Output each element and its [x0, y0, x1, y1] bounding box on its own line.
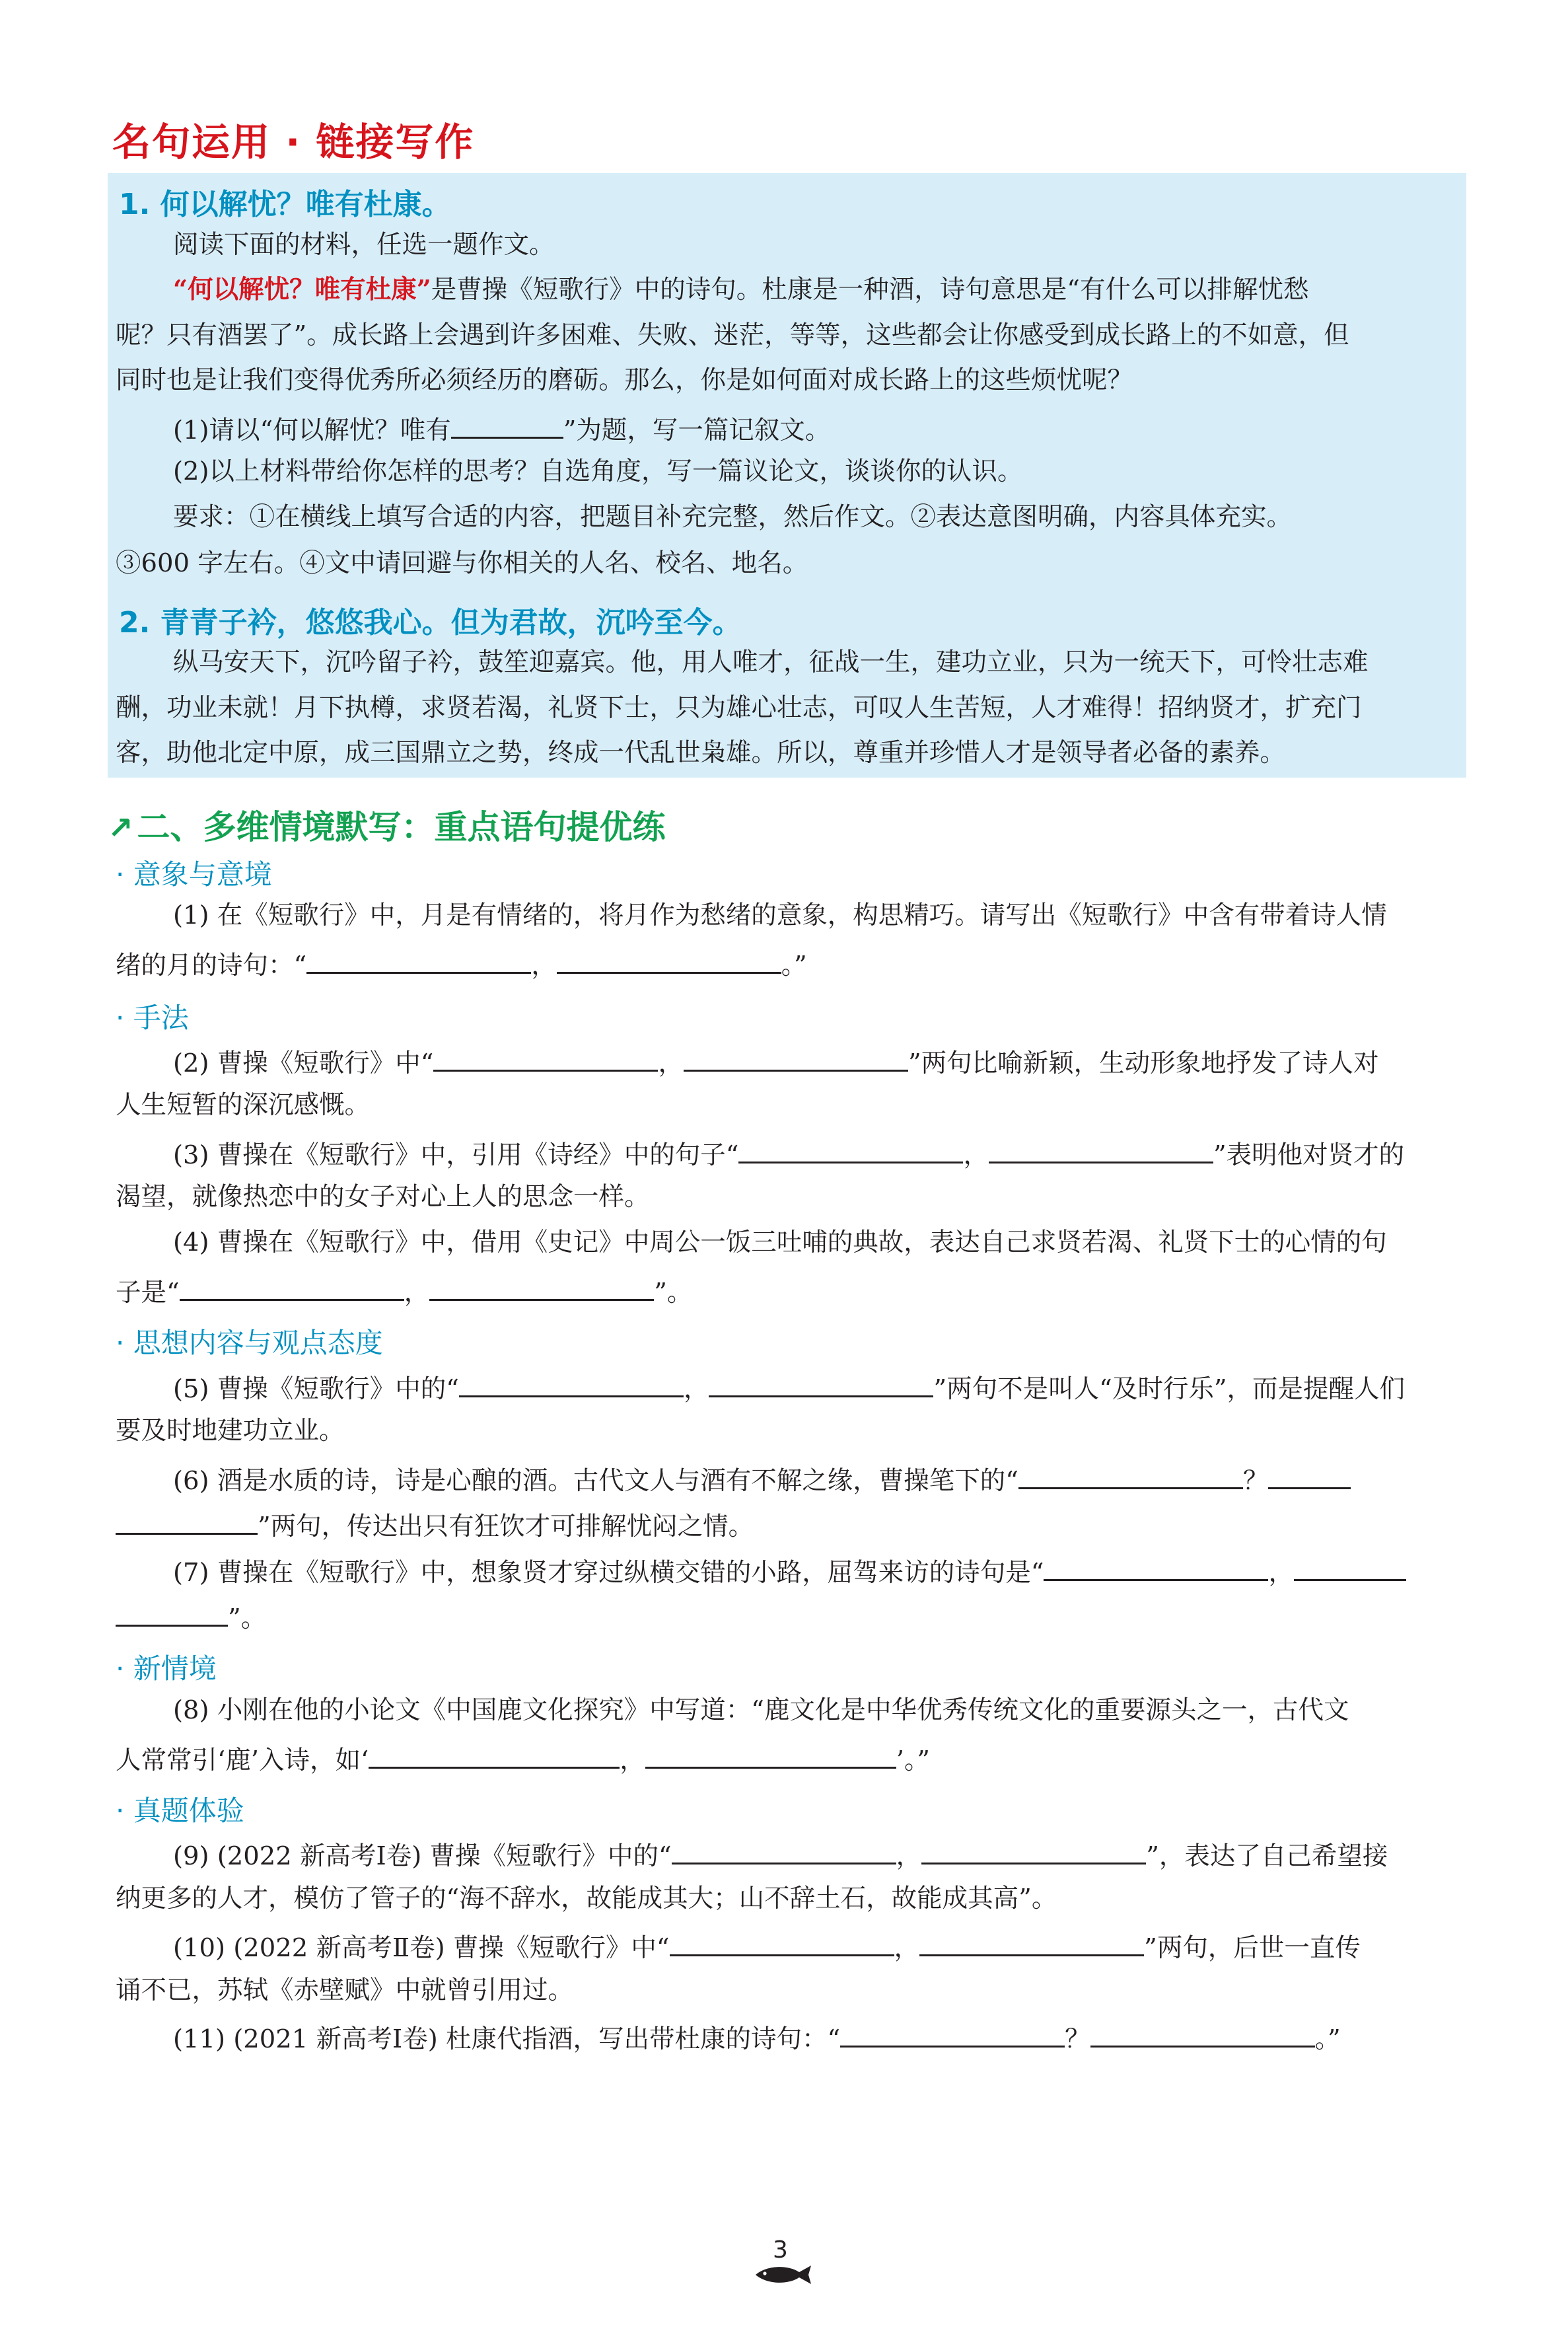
fill-blank: [451, 414, 563, 439]
fill-blank: [306, 949, 531, 974]
fill-blank: [989, 1139, 1213, 1163]
q1-line-7: 要求：①在横线上填写合适的内容，把题目补充完整，然后作文。②表达意图明确，内容具体充实。: [173, 502, 1293, 532]
q1-line-1: 阅读下面的材料，任选一题作文。: [173, 230, 555, 260]
item-11-line-1: (11) (2021 新高考Ⅰ卷) 杜康代指酒，写出带杜康的诗句：“ ？ 。”: [173, 2024, 1341, 2054]
fill-blank: [116, 1510, 258, 1535]
fill-blank: [840, 2023, 1065, 2048]
q1-line-6: (2)以上材料带给你怎样的思考？自选角度，写一篇议论文，谈谈你的认识。: [173, 457, 1023, 486]
q1-line-3: 呢？只有酒罢了”。成长路上会遇到许多困难、失败、迷茫，等等，这些都会让你感受到成长路上的不如意，但: [116, 320, 1349, 350]
item-3-line-1: (3) 曹操在《短歌行》中，引用《诗经》中的句子“ ， ”表明他对贤才的: [173, 1140, 1405, 1170]
fill-blank: [116, 1602, 228, 1627]
fill-blank: [1268, 1465, 1351, 1489]
item-5-line-1: (5) 曹操《短歌行》中的“ ， ”两句不是叫人“及时行乐”，而是提醒人们: [173, 1374, 1406, 1404]
subsection-new-context: · 新情境: [116, 1652, 217, 1685]
page-title: 名句运用 · 链接写作: [112, 120, 475, 165]
double-arrow-icon: ↗: [108, 810, 133, 846]
fill-blank: [738, 1139, 963, 1163]
q1-line-4: 同时也是让我们变得优秀所必须经历的磨砺。那么，你是如何面对成长路上的这些烦忧呢？: [116, 365, 1133, 395]
item-10-line-2: 诵不已，苏轼《赤壁赋》中就曾引用过。: [116, 1975, 574, 2005]
fill-blank: [1090, 2023, 1315, 2048]
fill-blank: [919, 1932, 1144, 1956]
q1-line-5: (1)请以“何以解忧？唯有 ”为题，写一篇记叙文。: [173, 416, 831, 445]
fill-blank: [1294, 1557, 1406, 1581]
section-title: ↗ 二、多维情境默写：重点语句提优练: [108, 808, 666, 846]
q2-line-2: 酬，功业未就！月下执樽，求贤若渴，礼贤下士，只为雄心壮志，可叹人生苦短，人才难得！招纳贤才，扩充门: [116, 693, 1362, 723]
item-6-line-2: ”两句，传达出只有狂饮才可排解忧闷之情。: [116, 1510, 754, 1540]
fill-blank: [369, 1744, 620, 1769]
fill-blank: [670, 1932, 894, 1956]
fill-blank: [459, 1373, 684, 1397]
q1-line-2: “何以解忧？唯有杜康”是曹操《短歌行》中的诗句。杜康是一种酒，诗句意思是“有什么可以排解忧愁: [173, 275, 1309, 305]
item-5-line-2: 要及时地建功立业。: [116, 1416, 345, 1446]
fill-blank: [429, 1276, 654, 1301]
subsection-thought: · 思想内容与观点态度: [116, 1327, 383, 1359]
item-1-line-1: (1) 在《短歌行》中，月是有情绪的，将月作为愁绪的意象，构思精巧。请写出《短歌行》中含有带着诗人情: [173, 901, 1387, 930]
fill-blank: [672, 1840, 896, 1864]
item-9-line-1: (9) (2022 新高考Ⅰ卷) 曹操《短歌行》中的“ ， ”，表达了自己希望接: [173, 1841, 1388, 1871]
item-4-line-1: (4) 曹操在《短歌行》中，借用《史记》中周公一饭三吐哺的典故，表达自己求贤若渴、礼贤下士的心情的句: [173, 1228, 1387, 1257]
fill-blank: [557, 949, 781, 974]
item-3-line-2: 渴望，就像热恋中的女子对心上人的思念一样。: [116, 1182, 650, 1212]
subsection-technique: · 手法: [116, 1002, 189, 1034]
fill-blank: [645, 1744, 896, 1769]
fish-icon: [753, 2263, 814, 2287]
fill-blank: [684, 1047, 908, 1072]
quote-highlight: “何以解忧？唯有杜康”: [173, 275, 431, 305]
fill-blank: [709, 1373, 933, 1397]
item-2-line-1: (2) 曹操《短歌行》中“ ， ”两句比喻新颖，生动形象地抒发了诗人对: [173, 1049, 1379, 1078]
q1-line-8: ③600 字左右。④文中请回避与你相关的人名、校名、地名。: [116, 548, 808, 578]
item-8-line-2: 人常常引‘鹿’入诗，如‘ ， ’。”: [116, 1746, 930, 1775]
item-6-line-1: (6) 酒是水质的诗，诗是心酿的酒。古代文人与酒有不解之缘，曹操笔下的“ ？: [173, 1465, 1351, 1495]
item-10-line-1: (10) (2022 新高考Ⅱ卷) 曹操《短歌行》中“ ， ”两句，后世一直传: [173, 1933, 1361, 1963]
item-4-line-2: 子是“ ， ”。: [116, 1278, 693, 1308]
fill-blank: [433, 1047, 658, 1072]
fill-blank: [1044, 1557, 1268, 1581]
item-7-line-1: (7) 曹操在《短歌行》中，想象贤才穿过纵横交错的小路，屈驾来访的诗句是“ ，: [173, 1557, 1406, 1586]
q2-line-3: 客，助他北定中原，成三国鼎立之势，终成一代乱世枭雄。所以，尊重并珍惜人才是领导者必备的素养。: [116, 738, 1286, 768]
subsection-imagery: · 意象与意境: [116, 858, 272, 891]
page-number: 3: [773, 2236, 788, 2264]
item-8-line-1: (8) 小刚在他的小论文《中国鹿文化探究》中写道：“鹿文化是中华优秀传统文化的重要源头之一，古代文: [173, 1695, 1349, 1725]
item-1-line-2: 绪的月的诗句：“ ， 。”: [116, 951, 807, 980]
fill-blank: [180, 1276, 404, 1301]
item-2-line-2: 人生短暂的深沉感慨。: [116, 1090, 371, 1120]
fill-blank: [1018, 1465, 1243, 1489]
fill-blank: [921, 1840, 1146, 1864]
item-9-line-2: 纳更多的人才，模仿了管子的“海不辞水，故能成其大；山不辞土石，故能成其高”。: [116, 1884, 1057, 1913]
question-1-title: 1. 何以解忧？唯有杜康。: [119, 188, 451, 221]
question-2-title: 2. 青青子衿，悠悠我心。但为君故，沉吟至今。: [119, 606, 742, 640]
subsection-real-exam: · 真题体验: [116, 1794, 244, 1827]
q2-line-1: 纵马安天下，沉吟留子衿，鼓笙迎嘉宾。他，用人唯才，征战一生，建功立业，只为一统天下，可怜壮志难: [173, 647, 1369, 677]
item-7-line-2: ”。: [116, 1602, 266, 1632]
